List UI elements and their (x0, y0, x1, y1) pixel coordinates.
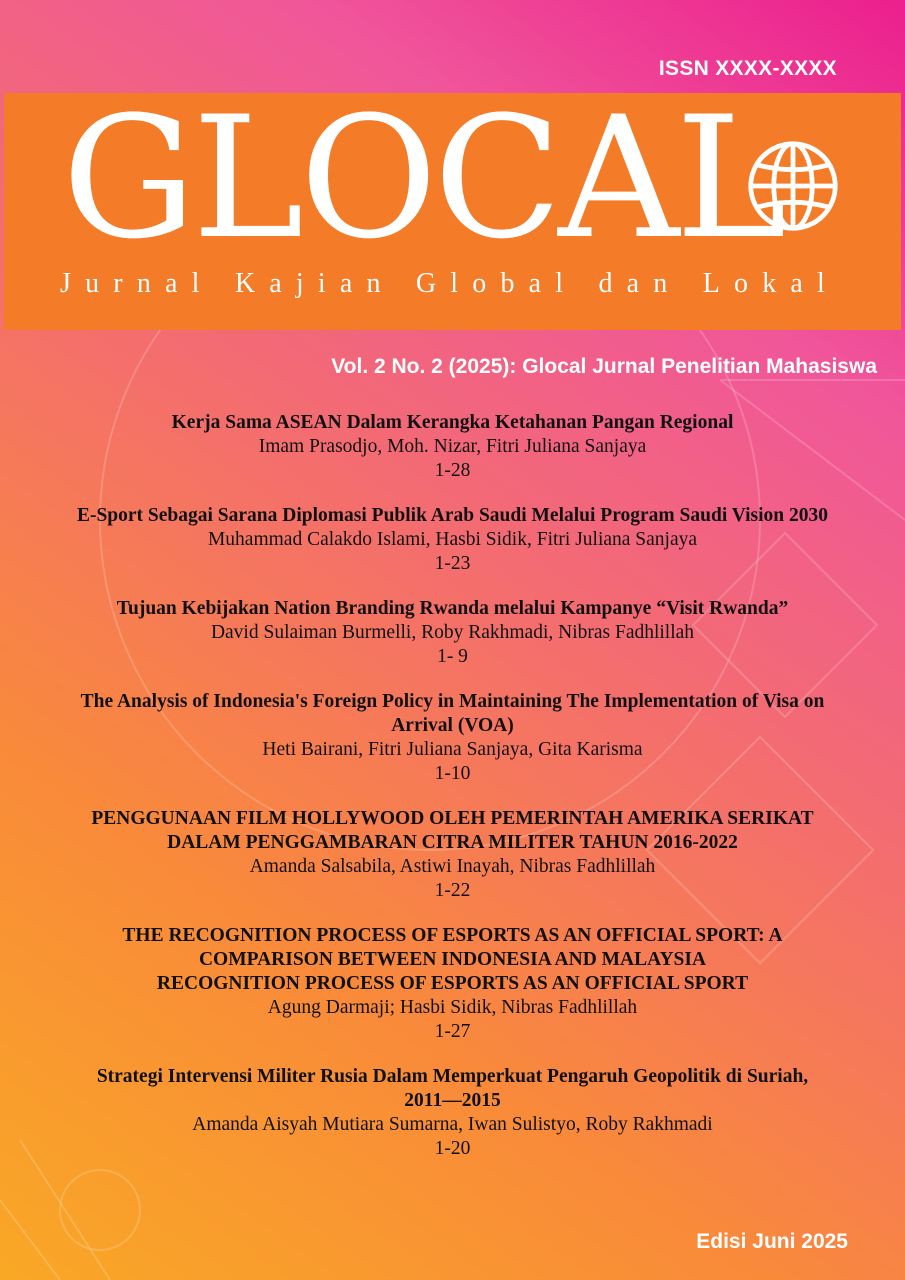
table-of-contents (0, 411, 905, 1182)
article-authors: Agung Darmaji; Hasbi Sidik, Nibras Fadhlillah (267, 997, 638, 1018)
article-title-line: RECOGNITION PROCESS OF ESPORTS AS AN OFFICIAL SPORT (156, 973, 749, 994)
article-title-line: The Analysis of Indonesia's Foreign Policy in Maintaining The Implementation of Visa on (80, 691, 825, 712)
article-title-line: Tujuan Kebijakan Nation Branding Rwanda melalui Kampanye “Visit Rwanda” (116, 598, 789, 619)
article-pages: 1-27 (434, 1021, 471, 1042)
article-title-line: 2011—2015 (404, 1090, 501, 1111)
article-title-line: Arrival (VOA) (391, 715, 514, 736)
article-authors: Muhammad Calakdo Islami, Hasbi Sidik, Fitri Juliana Sanjaya (207, 529, 698, 550)
article-pages: 1-10 (434, 763, 471, 784)
article-pages: 1-28 (434, 460, 471, 481)
journal-logo: GLOCAL (62, 80, 783, 276)
article-entry (0, 924, 905, 1044)
article-authors: Heti Bairani, Fitri Juliana Sanjaya, Gita Karisma (262, 739, 643, 760)
journal-tagline: Jurnal Kajian Global dan Lokal (60, 268, 840, 299)
article-entry (0, 690, 905, 786)
article-title-line: THE RECOGNITION PROCESS OF ESPORTS AS AN OFFICIAL SPORT: A (122, 925, 783, 946)
article-entry (0, 1065, 905, 1161)
article-authors: David Sulaiman Burmelli, Roby Rakhmadi, Nibras Fadhlillah (210, 622, 695, 643)
article-title-line: Strategi Intervensi Militer Rusia Dalam Memperkuat Pengaruh Geopolitik di Suriah, (96, 1066, 809, 1087)
edition-label: Edisi Juni 2025 (696, 1230, 848, 1253)
article-entry (0, 807, 905, 903)
article-entry (0, 597, 905, 669)
issn-label: ISSN XXXX-XXXX (658, 57, 837, 80)
article-authors: Imam Prasodjo, Moh. Nizar, Fitri Juliana Sanjaya (258, 436, 647, 457)
volume-info: Vol. 2 No. 2 (2025): Glocal Jurnal Penelitian Mahasiswa (331, 355, 877, 378)
article-entry (0, 411, 905, 483)
article-pages: 1-20 (434, 1138, 471, 1159)
article-authors: Amanda Salsabila, Astiwi Inayah, Nibras Fadhlillah (249, 856, 656, 877)
article-title-line: COMPARISON BETWEEN INDONESIA AND MALAYSIA (198, 949, 707, 970)
article-pages: 1-23 (434, 553, 471, 574)
globe-icon (745, 138, 841, 234)
article-title-line: Kerja Sama ASEAN Dalam Kerangka Ketahanan Pangan Regional (171, 412, 734, 433)
article-authors: Amanda Aisyah Mutiara Sumarna, Iwan Sulistyo, Roby Rakhmadi (192, 1114, 713, 1135)
article-title-line: PENGGUNAAN FILM HOLLYWOOD OLEH PEMERINTAH AMERIKA SERIKAT (91, 808, 814, 829)
article-pages: 1-22 (434, 880, 471, 901)
article-pages: 1- 9 (437, 646, 468, 667)
article-entry (0, 504, 905, 576)
article-title-line: E-Sport Sebagai Sarana Diplomasi Publik Arab Saudi Melalui Program Saudi Vision 2030 (76, 505, 829, 526)
article-title-line: DALAM PENGGAMBARAN CITRA MILITER TAHUN 2016-2022 (167, 832, 738, 853)
